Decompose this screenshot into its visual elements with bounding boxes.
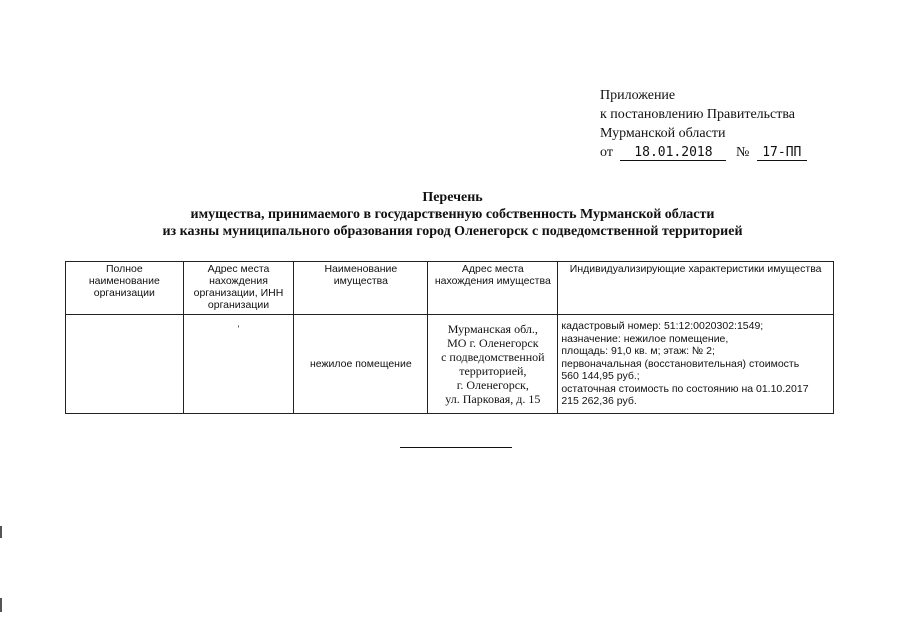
characteristic-line: первоначальная (восстановительная) стоимость	[561, 357, 800, 370]
property-table	[65, 261, 834, 414]
address-line: Мурманская обл.,	[447, 322, 538, 336]
header-characteristics: Индивидуализирующие характеристики имущества	[558, 262, 834, 315]
appendix-resolution-line: к постановлению Правительства	[600, 107, 796, 122]
table-header-row	[66, 262, 834, 315]
header-property-name: Наименование имущества	[294, 262, 428, 315]
address-line: с подведомственной	[441, 350, 545, 364]
cell-org-name	[66, 315, 184, 414]
address-line: территорией,	[459, 364, 527, 378]
address-line: г. Оленегорск,	[456, 378, 529, 392]
characteristic-line: 560 144,95 руб.;	[561, 370, 640, 383]
title-line-3: из казны муниципального образования город Оленегорск с подведомственной территорией	[162, 224, 743, 239]
appendix-title: Приложение	[600, 88, 676, 103]
end-divider	[400, 447, 512, 448]
resolution-date: 18.01.2018	[620, 145, 726, 161]
header-org-name: Полное наименование организации	[66, 262, 184, 315]
cell-property-address	[428, 315, 558, 414]
title-line-1: Перечень	[422, 190, 483, 205]
characteristic-line: назначение: нежилое помещение,	[561, 332, 729, 345]
document-title	[0, 189, 905, 240]
cell-property-name: нежилое помещение	[294, 315, 428, 414]
header-property-address: Адрес места нахождения имущества	[428, 262, 558, 315]
address-line: МО г. Оленегорск	[447, 336, 539, 350]
scan-edge-mark	[0, 598, 2, 612]
header-org-address: Адрес места нахождения организации, ИНН организации	[183, 262, 294, 315]
appendix-region-line: Мурманской области	[600, 126, 726, 141]
title-line-2: имущества, принимаемого в государственную собственность Мурманской области	[190, 207, 715, 222]
characteristic-line: кадастровый номер: 51:12:0020302:1549;	[561, 319, 764, 332]
cell-org-address	[183, 315, 294, 414]
characteristic-line: площадь: 91,0 кв. м; этаж: № 2;	[561, 345, 715, 358]
appendix-date-number-line	[600, 143, 807, 162]
table-row	[66, 315, 834, 414]
cell-characteristics	[558, 315, 834, 414]
stray-mark: '	[237, 324, 240, 334]
number-sign: №	[735, 145, 750, 160]
appendix-block	[600, 86, 807, 162]
address-line: ул. Парковая, д. 15	[445, 392, 541, 406]
characteristic-line: 215 262,36 руб.	[561, 395, 637, 408]
resolution-number: 17-ПП	[757, 145, 807, 161]
characteristic-line: остаточная стоимость по состоянию на 01.10.2017	[561, 382, 809, 395]
from-label: от	[600, 145, 613, 160]
scan-edge-mark	[0, 526, 2, 538]
